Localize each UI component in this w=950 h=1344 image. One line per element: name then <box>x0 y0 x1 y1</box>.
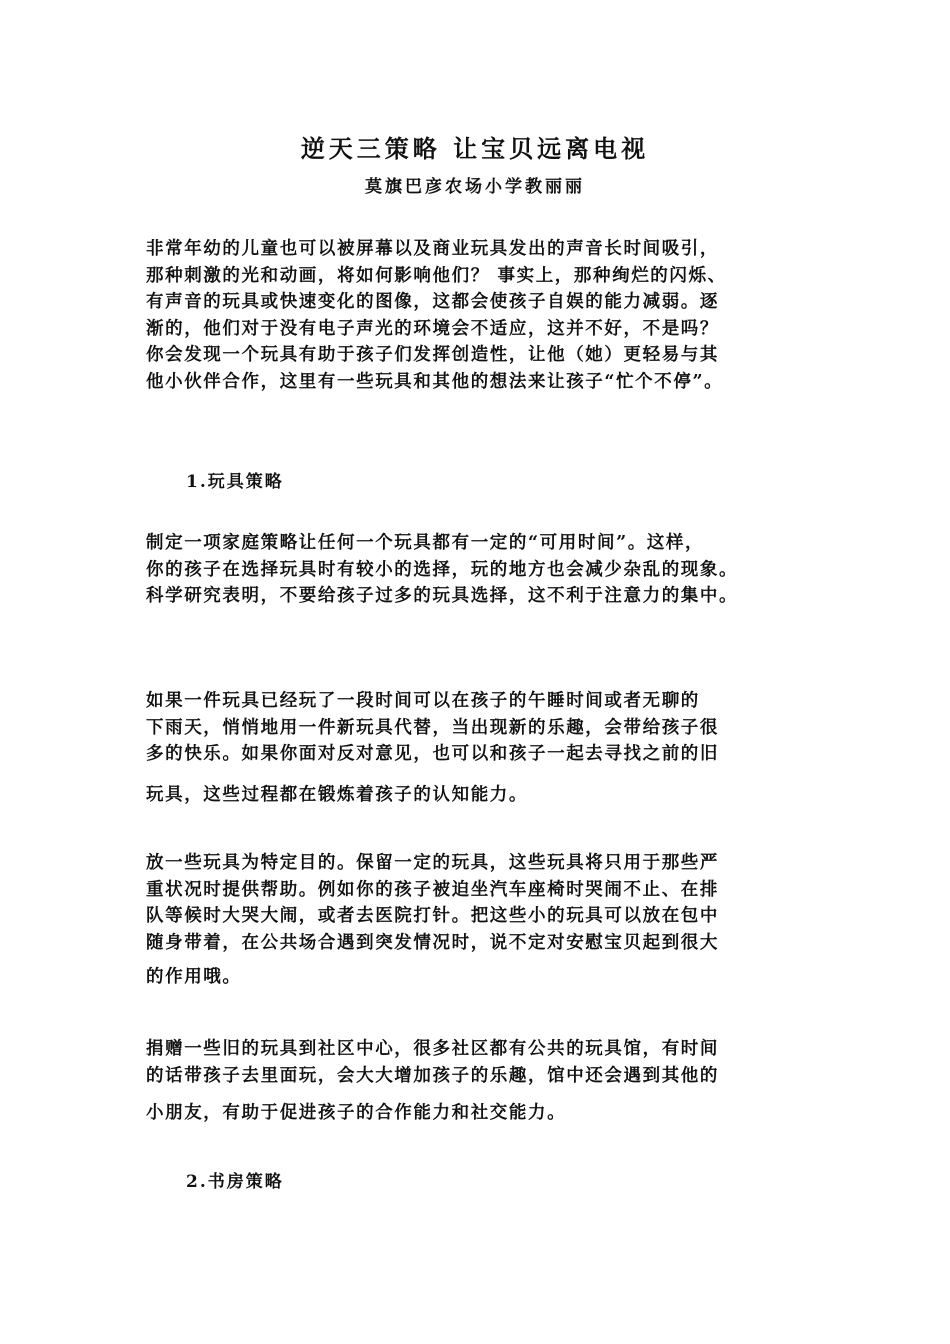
paragraph-line: 玩具，这些过程都在锻炼着孩子的认知能力。 <box>146 785 528 805</box>
paragraph-line: 科学研究表明，不要给孩子过多的玩具选择，这不利于注意力的集中。 <box>146 586 739 606</box>
section1-paragraph-1 <box>146 530 822 610</box>
intro-paragraph <box>146 236 822 395</box>
paragraph-line: 放一些玩具为特定目的。保留一定的玩具，这些玩具将只用于那些严 <box>146 853 719 873</box>
section1-paragraph-4-end <box>146 1100 822 1127</box>
paragraph-line: 的话带孩子去里面玩，会大大增加孩子的乐趣，馆中还会遇到其他的 <box>146 1065 719 1086</box>
intro-line: 非常年幼的儿童也可以被屏幕以及商业玩具发出的声音长时间吸引， <box>146 239 719 259</box>
paragraph-line: 你的孩子在选择玩具时有较小的选择，玩的地方也会减少杂乱的现象。 <box>146 559 739 580</box>
paragraph-line: 制定一项家庭策略让任何一个玩具都有一定的“可用时间”。这样， <box>146 533 705 553</box>
section1-paragraph-2-end <box>146 782 822 809</box>
paragraph-line: 小朋友，有助于促进孩子的合作能力和社交能力。 <box>146 1103 567 1123</box>
intro-line: 他小伙伴合作，这里有一些玩具和其他的想法来让孩子“忙个不停”。 <box>146 371 724 392</box>
paragraph-line: 重状况时提供帮助。例如你的孩子被迫坐汽车座椅时哭闹不止、在排 <box>146 879 719 900</box>
paragraph-line: 随身带着，在公共场合遇到突发情况时，说不定对安慰宝贝起到很大 <box>146 932 719 953</box>
paragraph-line: 捐赠一些旧的玩具到社区中心，很多社区都有公共的玩具馆，有时间 <box>146 1039 719 1059</box>
section1-heading: 1.玩具策略 <box>186 472 284 492</box>
section1-paragraph-3 <box>146 850 822 956</box>
paragraph-line: 下雨天，悄悄地用一件新玩具代替，当出现新的乐趣，会带给孩子很 <box>146 717 719 738</box>
intro-line: 那种刺激的光和动画，将如何影响他们？ 事实上，那种绚烂的闪烁、 <box>146 265 727 286</box>
intro-line: 有声音的玩具或快速变化的图像，这都会使孩子自娱的能力减弱。逐 <box>146 292 719 312</box>
intro-line: 渐的，他们对于没有电子声光的环境会不适应，这并不好，不是吗？ <box>146 318 719 339</box>
section1-paragraph-4 <box>146 1036 822 1089</box>
paragraph-line: 如果一件玩具已经玩了一段时间可以在孩子的午睡时间或者无聊的 <box>146 691 700 711</box>
document-author: 莫旗巴彦农场小学教丽丽 <box>365 177 585 197</box>
section1-paragraph-3-end <box>146 964 822 991</box>
section2-heading: 2.书房策略 <box>186 1172 284 1192</box>
paragraph-line: 的作用哦。 <box>146 967 242 987</box>
paragraph-line: 队等候时大哭大闹，或者去医院打针。把这些小的玩具可以放在包中 <box>146 906 719 926</box>
document-title: 逆天三策略 让宝贝远离电视 <box>300 134 650 163</box>
intro-line: 你会发现一个玩具有助于孩子们发挥创造性，让他（她）更轻易与其 <box>146 345 719 365</box>
paragraph-line: 多的快乐。如果你面对反对意见，也可以和孩子一起去寻找之前的旧 <box>146 744 719 764</box>
section1-paragraph-2 <box>146 688 822 768</box>
